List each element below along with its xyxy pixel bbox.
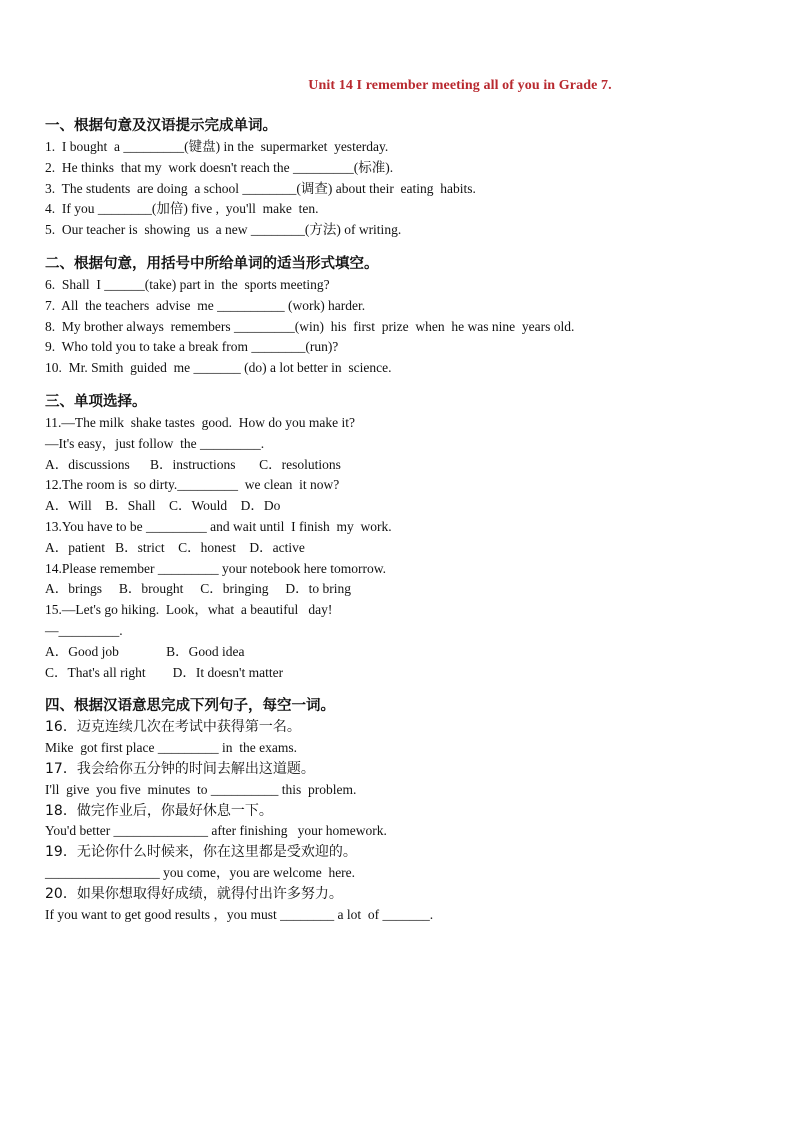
question-line: 3. The students are doing a school ________(调查) about their eating habits. [45, 180, 476, 196]
question-line: 12.The room is so dirty._________ we clean it now? [45, 477, 340, 493]
section-1 [45, 116, 765, 241]
question-line: 1. I bought a _________(键盘) in the supermarket yesterday. [45, 139, 389, 154]
section-4 [45, 696, 765, 925]
options-line: A．brings B．brought C．bringing D．to bring [45, 581, 351, 597]
question-line: 6. Shall I ______(take) part in the sports meeting? [45, 276, 330, 292]
question-line: 4. If you ________(加倍) five , you'll make ten. [45, 201, 319, 217]
question-line: 2. He thinks that my work doesn't reach the _________(标准). [45, 159, 394, 175]
section-2 [45, 254, 765, 379]
section-3 [45, 392, 765, 683]
question-line: 15.—Let's go hiking. Look，what a beautiful day! [45, 602, 333, 618]
chinese-prompt: 19．无论你什么时候来，你在这里都是受欢迎的。 [45, 844, 357, 861]
chinese-prompt: 18．做完作业后，你最好休息一下。 [45, 802, 273, 819]
question-line: I'll give you five minutes to __________ this problem. [45, 781, 357, 797]
chinese-prompt: 17．我会给你五分钟的时间去解出这道题。 [45, 760, 315, 777]
question-line: 5. Our teacher is showing us a new ________(方法) of writing. [45, 222, 402, 238]
options-line: A．Will B．Shall C．Would D．Do [45, 498, 281, 514]
section-heading: 三、单项选择。 [45, 393, 147, 410]
question-line: —_________. [45, 622, 123, 638]
question-line: 8. My brother always remembers _________(win) his first prize when he was nine years old. [45, 318, 575, 334]
question-line: If you want to get good results ，you must ________ a lot of _______. [45, 906, 434, 922]
question-line: _________________ you come，you are welcome here. [45, 864, 356, 880]
question-line: 14.Please remember _________ your notebook here tomorrow. [45, 560, 387, 576]
question-line: 13.You have to be _________ and wait until I finish my work. [45, 518, 392, 534]
worksheet-page [45, 78, 765, 938]
chinese-prompt: 16．迈克连续几次在考试中获得第一名。 [45, 719, 301, 736]
options-line: A．discussions B．instructions C．resolutions [45, 456, 341, 472]
options-line: A．Good job B．Good idea [45, 643, 245, 659]
question-line: 10. Mr. Smith guided me _______ (do) a lot better in science. [45, 360, 392, 376]
options-line: A．patient B．strict C．honest D．active [45, 539, 305, 555]
options-line: C．That's all right D．It doesn't matter [45, 664, 284, 680]
question-line: 9. Who told you to take a break from ________(run)? [45, 339, 339, 355]
chinese-prompt: 20．如果你想取得好成绩，就得付出许多努力。 [45, 885, 343, 902]
question-line: Mike got first place _________ in the exams. [45, 740, 297, 756]
question-line: —It's easy，just follow the _________. [45, 435, 265, 451]
section-heading: 二、根据句意，用括号中所给单词的适当形式填空。 [45, 255, 379, 272]
question-line: You'd better ______________ after finishing your homework. [45, 823, 387, 839]
section-heading: 一、根据句意及汉语提示完成单词。 [45, 118, 277, 134]
question-line: 11.—The milk shake tastes good. How do you make it? [45, 414, 355, 430]
page-title: Unit 14 I remember meeting all of you in Grade 7. [308, 78, 612, 93]
question-line: 7. All the teachers advise me __________ (work) harder. [45, 297, 366, 313]
section-heading: 四、根据汉语意思完成下列句子，每空一词。 [45, 698, 335, 715]
